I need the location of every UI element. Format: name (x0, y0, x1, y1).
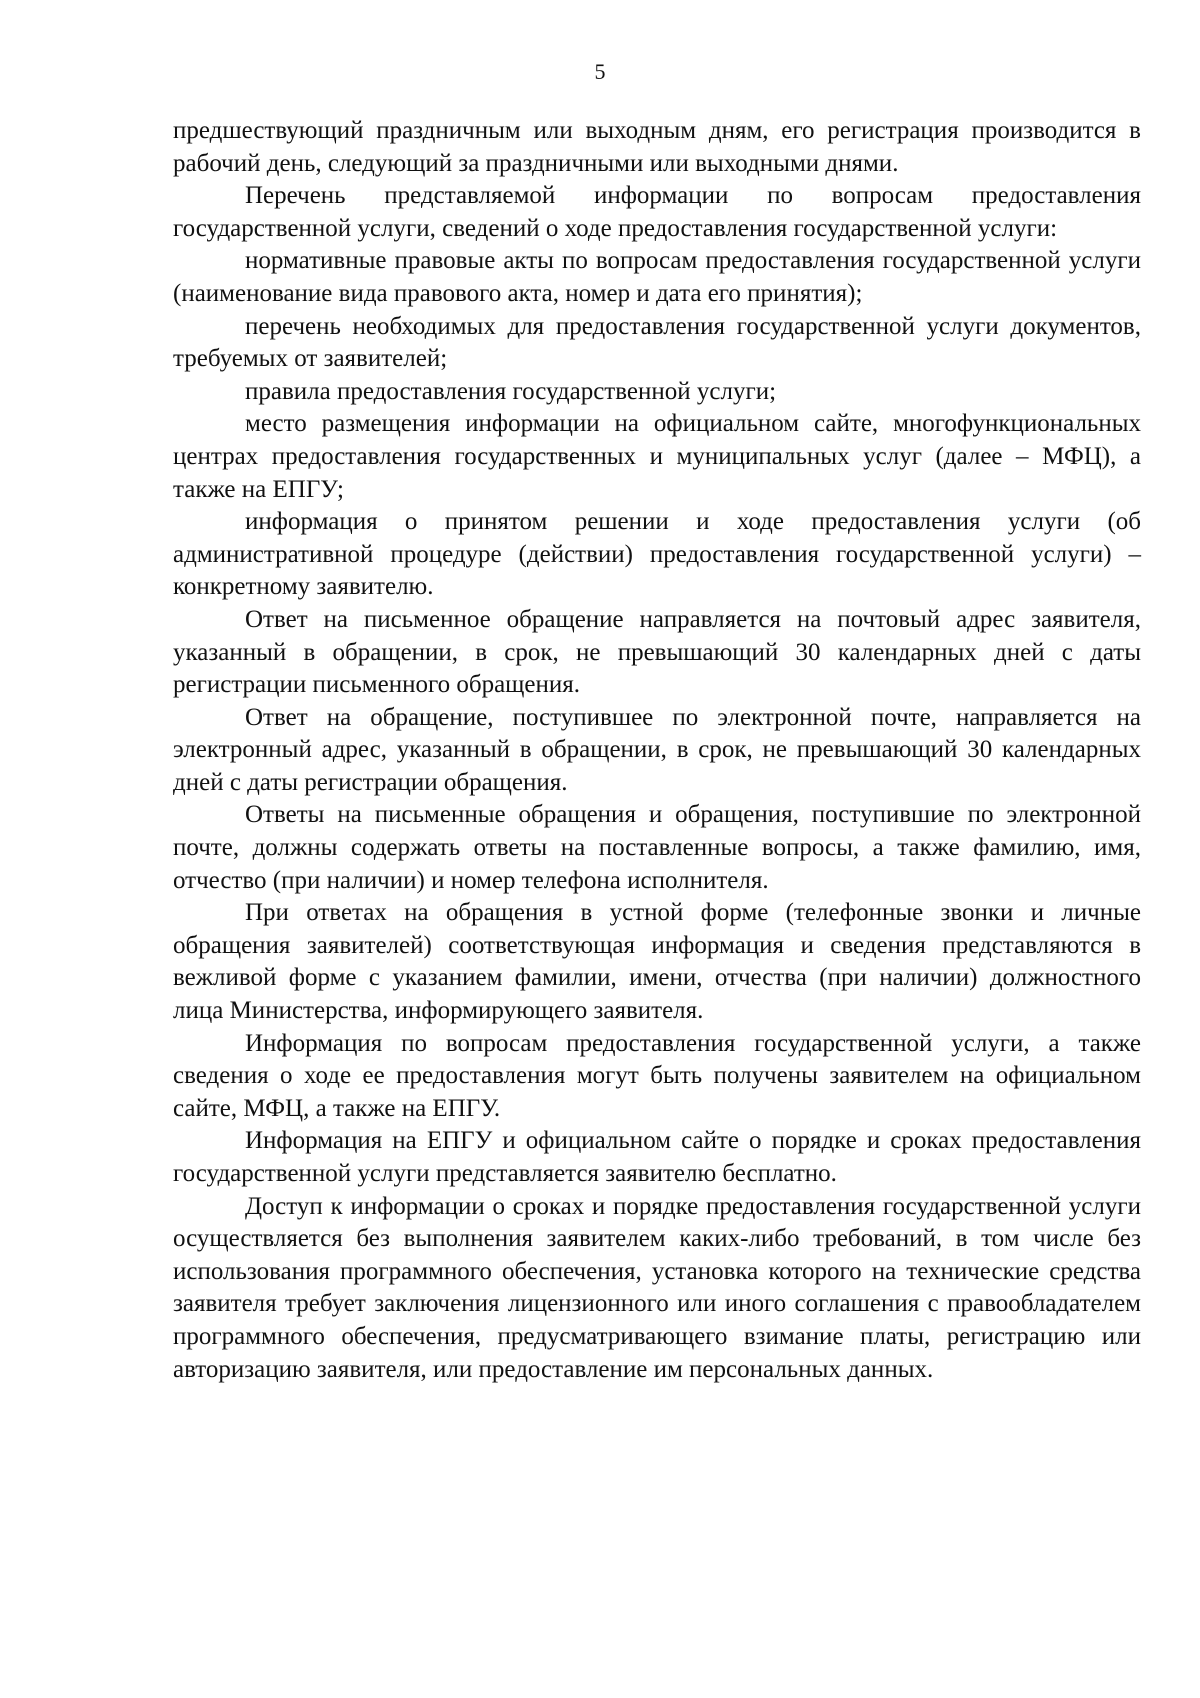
paragraph-info-sources: Информация по вопросам предоставления государственной услуги, а также сведения о ходе ее предоставления могут быть получены заявителем на официальном сайте, МФЦ, а также на ЕПГУ. (173, 1029, 1141, 1122)
paragraph-free-info: Информация на ЕПГУ и официальном сайте о порядке и сроках предоставления государственной услуги представляется заявителю бесплатно. (173, 1127, 1141, 1187)
paragraph-info-access: Доступ к информации о сроках и порядке предоставления государственной услуги осуществляется без выполнения заявителем каких-либо требований, в том числе без использования программного обеспечения, установка которого на технические средства заявителя требует заключения лицензионного или иного соглашения с правообладателем программного обеспечения, предусматривающего взимание платы, регистрацию или авторизацию заявителя, или предоставление им персональных данных. (173, 1192, 1141, 1383)
paragraph-info-placement: место размещения информации на официальном сайте, многофункциональных центрах предоставления государственных и муниципальных услуг (далее – МФЦ), а также на ЕПГУ; (173, 410, 1141, 503)
paragraph-written-reply: Ответ на письменное обращение направляется на почтовый адрес заявителя, указанный в обращении, в срок, не превышающий 30 календарных дней с даты регистрации письменного обращения. (173, 605, 1141, 699)
page-number: 5 (594, 59, 606, 84)
paragraph-reply-contents: Ответы на письменные обращения и обращения, поступившие по электронной почте, должны содержать ответы на поставленные вопросы, а также фамилию, имя, отчество (при наличии) и номер телефона исполнителя. (173, 801, 1141, 894)
paragraph-service-rules: правила предоставления государственной услуги; (245, 377, 777, 405)
paragraph-decision-info: информация о принятом решении и ходе предоставления услуги (об административной процедуре (действии) предоставления государственной услуги) – конкретному заявителю. (173, 508, 1141, 601)
paragraph-email-reply: Ответ на обращение, поступившее по электронной почте, направляется на электронный адрес, указанный в обращении, в срок, не превышающий 30 календарных дней с даты регистрации обращения. (173, 703, 1141, 796)
document-body (173, 115, 1141, 1386)
paragraph-oral-replies: При ответах на обращения в устной форме (телефонные звонки и личные обращения заявителей) соответствующая информация и сведения представляются в вежливой форме с указанием фамилии, имени, отчества (при наличии) должностного лица Министерства, информирующего заявителя. (173, 899, 1141, 1025)
paragraph-continuation: предшествующий праздничным или выходным дням, его регистрация производится в рабочий день, следующий за праздничными или выходными днями. (173, 117, 1141, 177)
paragraph-normative-acts: нормативные правовые акты по вопросам предоставления государственной услуги (наименование вида правового акта, номер и дата его принятия); (173, 247, 1141, 307)
paragraph-required-documents: перечень необходимых для предоставления государственной услуги документов, требуемых от заявителей; (173, 312, 1141, 373)
paragraph-info-list-intro: Перечень представляемой информации по вопросам предоставления государственной услуги, сведений о ходе предоставления государственной услуги: (173, 182, 1141, 242)
